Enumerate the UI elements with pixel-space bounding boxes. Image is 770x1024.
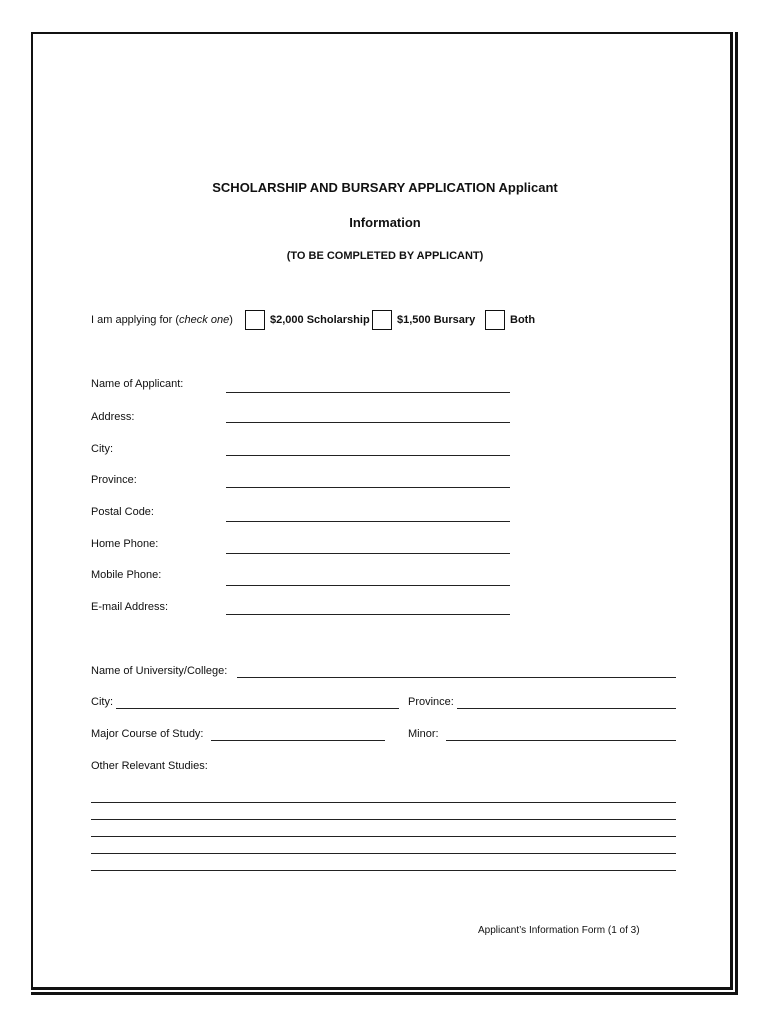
- page-border-shadow-right: [735, 32, 738, 995]
- scholarship-option-label: $2,000 Scholarship: [270, 314, 370, 326]
- major-course-label: Major Course of Study:: [91, 728, 204, 740]
- page-footer: Applicant’s Information Form (1 of 3): [478, 925, 640, 936]
- home-phone-label: Home Phone:: [91, 538, 159, 550]
- both-checkbox[interactable]: [485, 310, 505, 330]
- form-title-line1: SCHOLARSHIP AND BURSARY APPLICATION Applicant: [212, 180, 558, 195]
- postal-code-label: Postal Code:: [91, 506, 154, 518]
- university-city-label: City:: [91, 696, 113, 708]
- bursary-checkbox[interactable]: [372, 310, 392, 330]
- university-name-label: Name of University/College:: [91, 665, 228, 677]
- province-field[interactable]: [226, 487, 510, 488]
- mobile-phone-label: Mobile Phone:: [91, 569, 162, 581]
- university-province-field[interactable]: [457, 708, 676, 709]
- other-relevant-studies-label: Other Relevant Studies:: [91, 760, 208, 772]
- both-option-label: Both: [510, 314, 536, 326]
- postal-code-field[interactable]: [226, 521, 510, 522]
- city-field[interactable]: [226, 455, 510, 456]
- other-studies-line[interactable]: [91, 819, 676, 820]
- applying-for-label: I am applying for (check one): [91, 314, 233, 326]
- name-of-applicant-field[interactable]: [226, 392, 510, 393]
- city-label: City:: [91, 443, 113, 455]
- minor-label: Minor:: [408, 728, 439, 740]
- scholarship-checkbox[interactable]: [245, 310, 265, 330]
- home-phone-field[interactable]: [226, 553, 510, 554]
- university-province-label: Province:: [408, 696, 454, 708]
- minor-field[interactable]: [446, 740, 676, 741]
- name-of-applicant-label: Name of Applicant:: [91, 378, 184, 390]
- university-city-field[interactable]: [116, 708, 399, 709]
- other-studies-line[interactable]: [91, 836, 676, 837]
- address-label: Address:: [91, 411, 135, 423]
- form-title-line2: Information: [349, 215, 421, 230]
- email-address-field[interactable]: [226, 614, 510, 615]
- other-studies-line[interactable]: [91, 802, 676, 803]
- major-course-field[interactable]: [211, 740, 385, 741]
- email-address-label: E-mail Address:: [91, 601, 169, 613]
- province-label: Province:: [91, 474, 137, 486]
- university-name-field[interactable]: [237, 677, 676, 678]
- bursary-option-label: $1,500 Bursary: [397, 314, 476, 326]
- other-studies-line[interactable]: [91, 853, 676, 854]
- mobile-phone-field[interactable]: [226, 585, 510, 586]
- address-field[interactable]: [226, 422, 510, 423]
- page-border-shadow-bottom: [31, 992, 738, 995]
- form-subtitle: (TO BE COMPLETED BY APPLICANT): [286, 250, 484, 262]
- other-studies-line[interactable]: [91, 870, 676, 871]
